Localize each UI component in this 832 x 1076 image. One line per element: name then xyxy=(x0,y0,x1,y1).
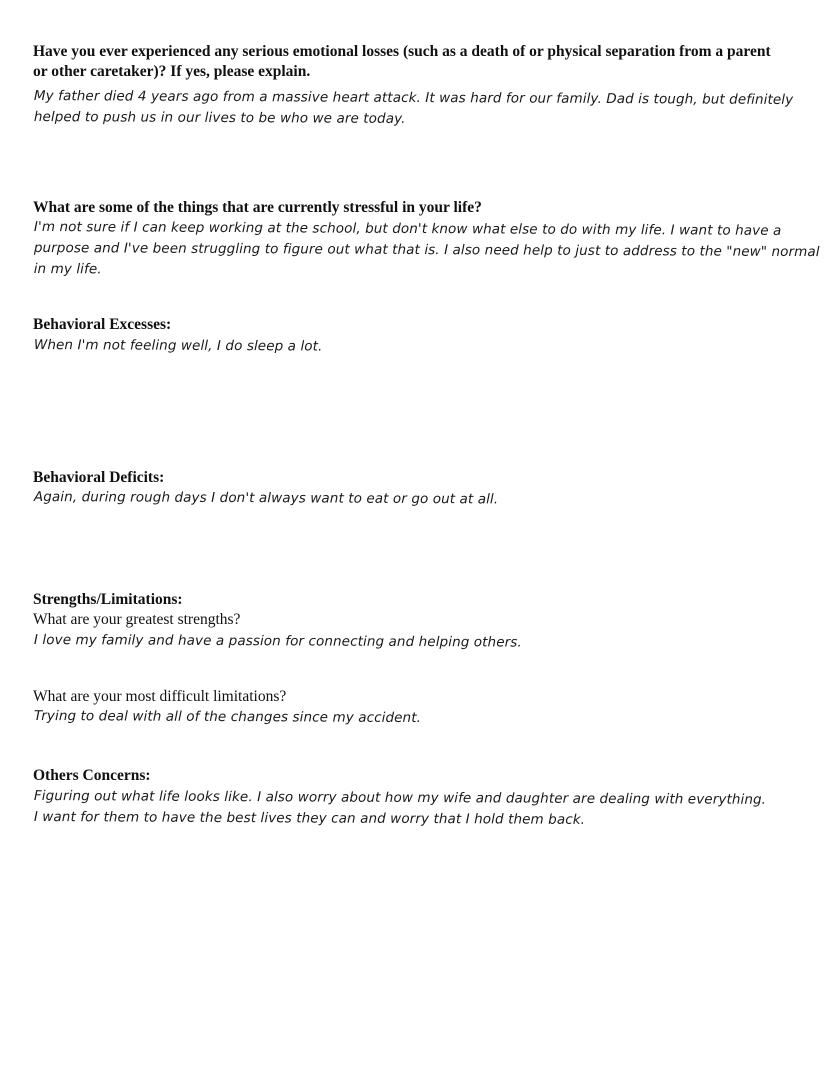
answer-line: Trying to deal with all of the changes since my accident. xyxy=(33,708,422,727)
answer-behavioral-excesses xyxy=(34,335,779,360)
heading-behavioral-excesses: Behavioral Excesses: xyxy=(33,316,172,333)
question-emotional-losses: Have you ever experienced any serious emotional losses (such as a death of or physical separation from a parent or other caretaker)? If yes, please explain. xyxy=(33,43,771,80)
answer-line: Figuring out what life looks like. I also worry about how my wife and daughter are dealing with everything. xyxy=(33,788,767,808)
question-current-stress: What are some of the things that are currently stressful in your life? xyxy=(33,199,482,216)
heading-behavioral-deficits: Behavioral Deficits: xyxy=(33,469,165,486)
heading-others-concerns: Others Concerns: xyxy=(33,767,151,784)
answer-line: purpose and I've been struggling to figure out what that is. I also need help to just to address to the "new" normal xyxy=(33,239,820,261)
answer-line: Again, during rough days I don't always want to eat or go out at all. xyxy=(33,488,499,508)
answer-line: I want for them to have the best lives they can and worry that I hold them back. xyxy=(33,808,586,828)
answer-line: helped to push us in our lives to be who we are today. xyxy=(33,108,406,127)
answer-behavioral-deficits xyxy=(34,487,779,512)
answer-others-concerns xyxy=(34,786,779,832)
answer-difficult-limitations xyxy=(34,706,779,731)
answer-greatest-strengths xyxy=(34,630,779,655)
answer-line: I'm not sure if I can keep working at the school, but don't know what else to do with my life. I want to have a xyxy=(33,218,782,239)
answer-line: My father died 4 years ago from a massive heart attack. It was hard for our family. Dad is tough, but definitely xyxy=(33,87,794,108)
answer-line: When I'm not feeling well, I do sleep a lot. xyxy=(33,336,323,355)
answer-current-stress xyxy=(33,217,820,284)
answer-line: in my life. xyxy=(33,260,102,278)
answer-emotional-losses xyxy=(33,86,794,132)
question-difficult-limitations: What are your most difficult limitations? xyxy=(33,688,287,705)
answer-line: I love my family and have a passion for connecting and helping others. xyxy=(33,632,522,651)
question-greatest-strengths: What are your greatest strengths? xyxy=(33,611,241,628)
heading-strengths-limitations: Strengths/Limitations: xyxy=(33,591,183,608)
